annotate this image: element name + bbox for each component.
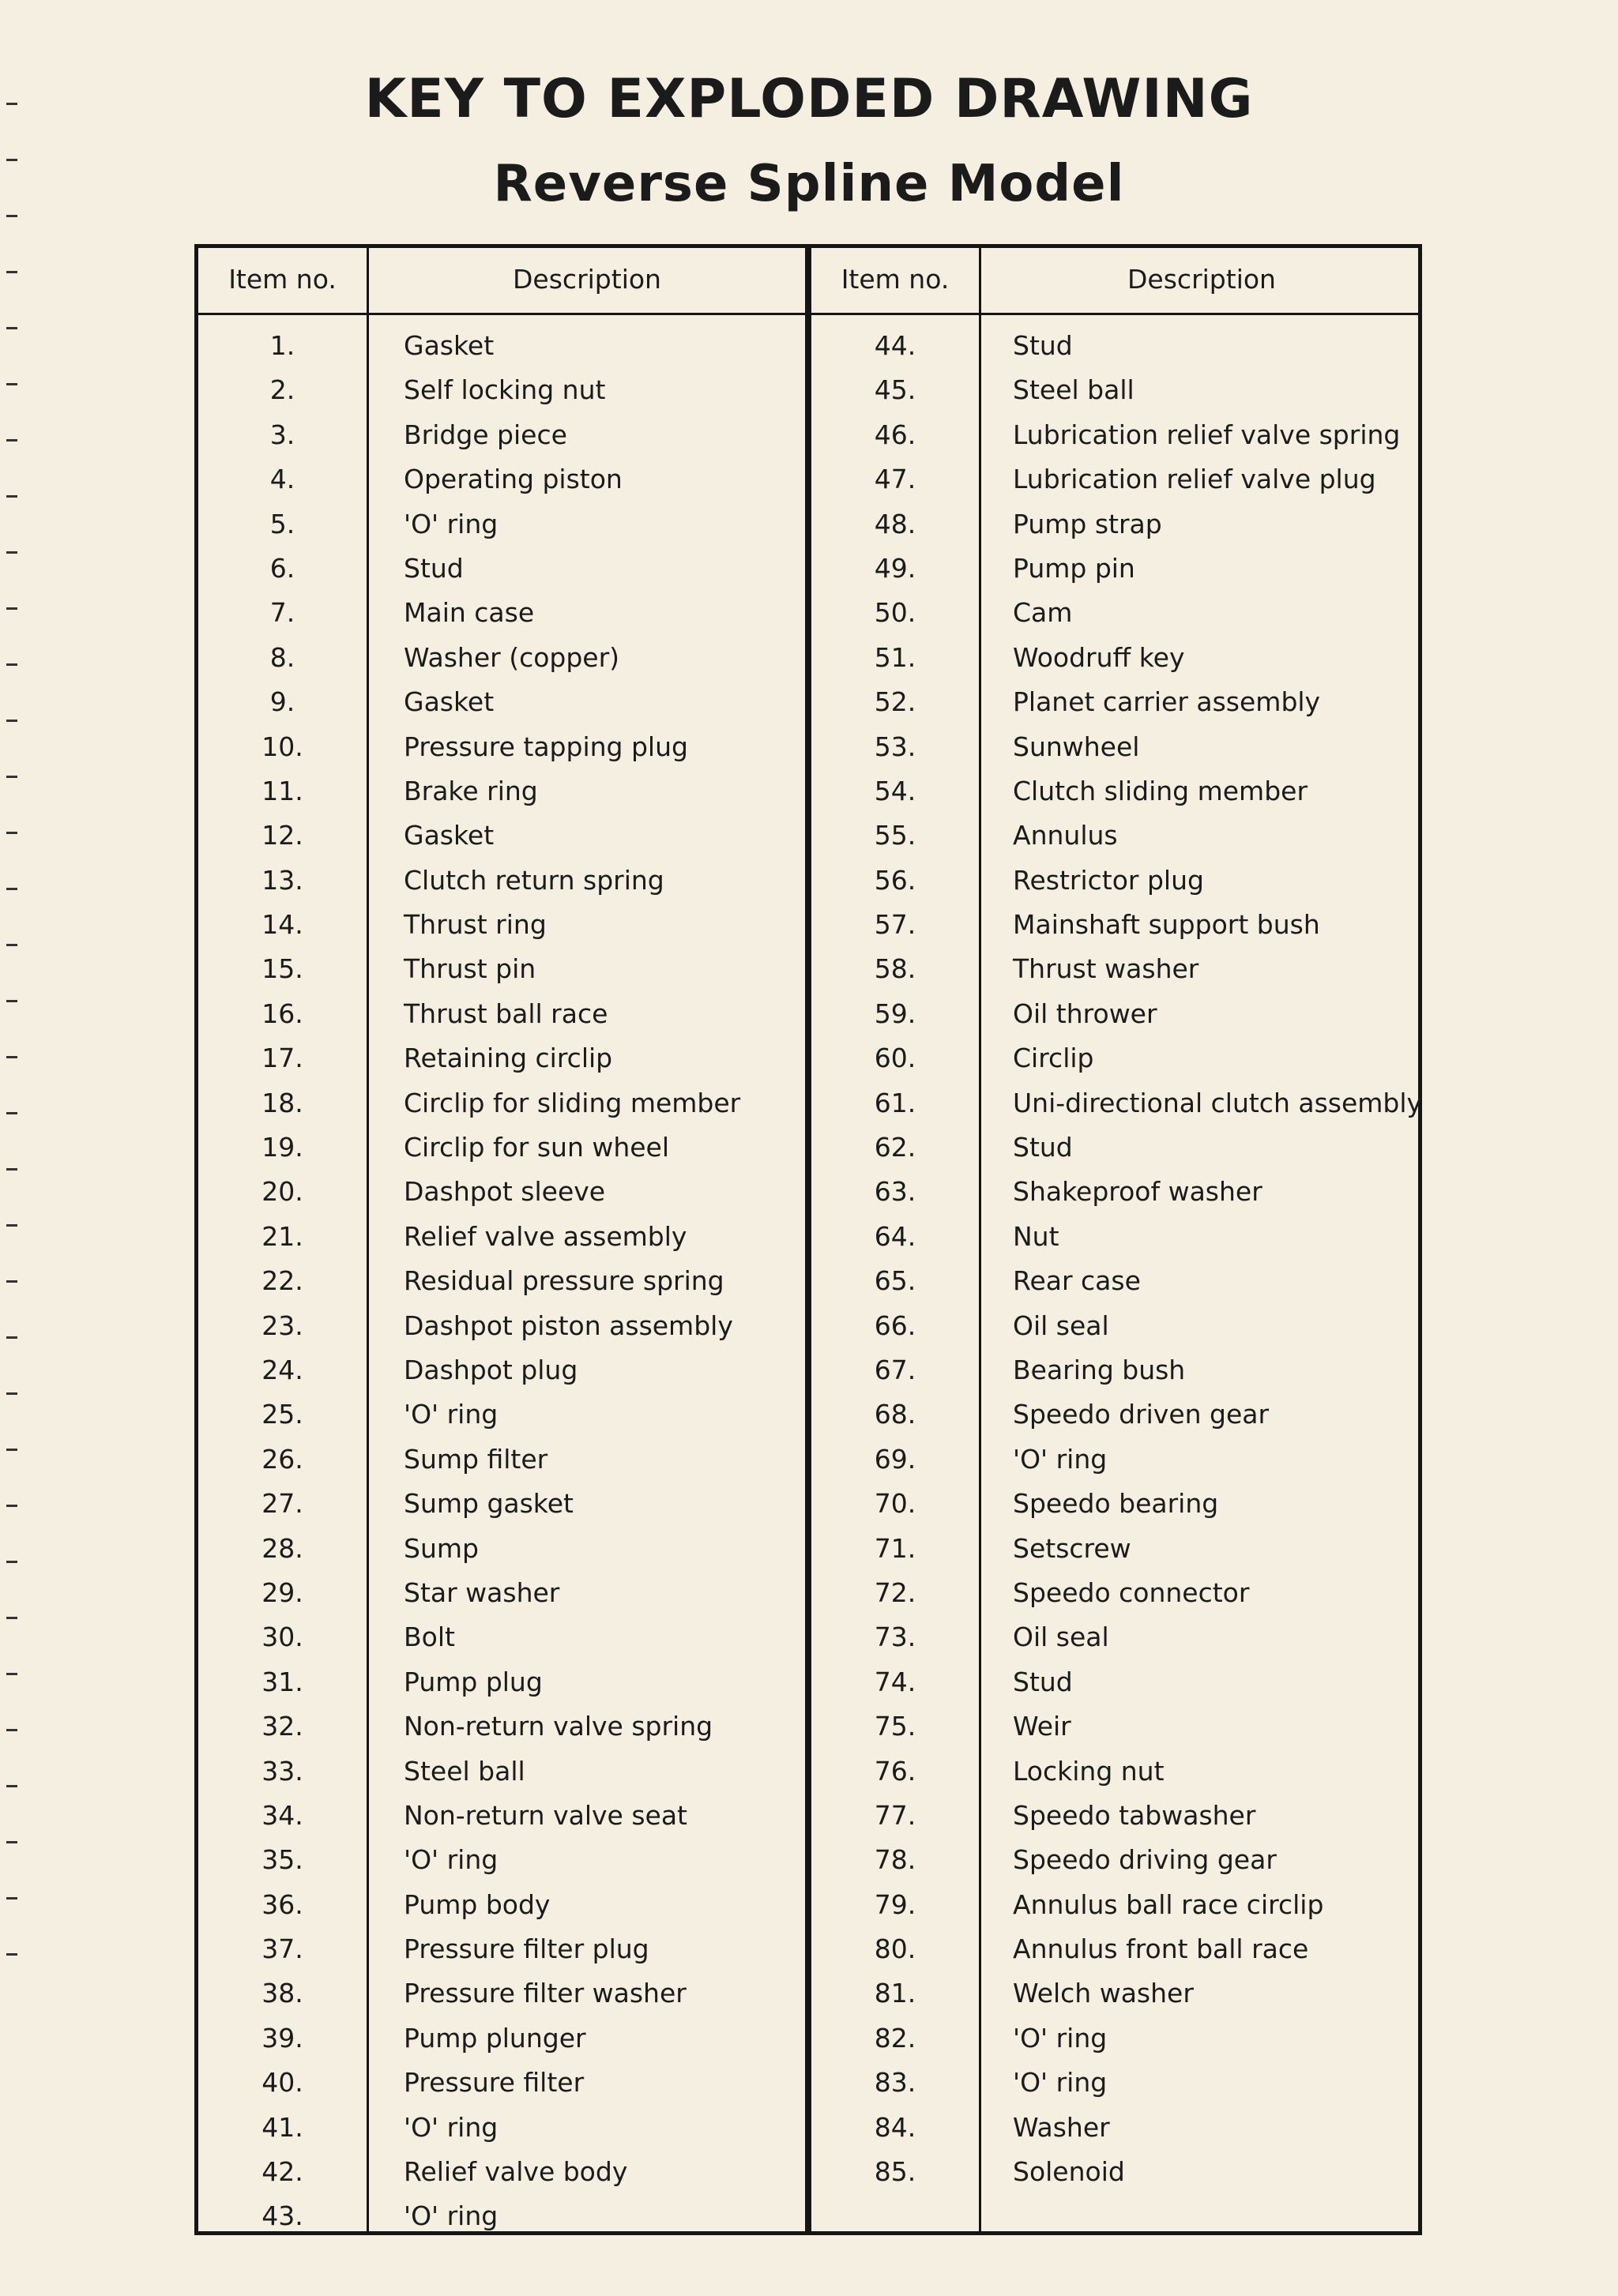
- table-row: [811, 680, 1422, 724]
- table-row: [198, 1036, 805, 1080]
- margin-mark: [6, 551, 17, 554]
- margin-mark: [6, 1224, 17, 1227]
- table-row: [198, 1838, 805, 1882]
- margin-mark: [6, 1729, 17, 1731]
- page-title: KEY TO EXPLODED DRAWING: [364, 68, 1254, 130]
- item-number: 9.: [269, 686, 295, 718]
- item-description: Cam: [1013, 597, 1073, 629]
- item-description: Pump plug: [404, 1666, 543, 1697]
- item-number: 82.: [874, 2022, 916, 2054]
- item-description: Dashpot sleeve: [404, 1176, 606, 1208]
- item-number: 59.: [874, 998, 916, 1029]
- item-number: 5.: [269, 508, 295, 539]
- item-number: 85.: [874, 2156, 916, 2188]
- item-description: Pressure filter plug: [404, 1933, 649, 1965]
- item-number: 3.: [269, 419, 295, 450]
- table-row: [198, 324, 805, 368]
- item-description: Stud: [1013, 1666, 1073, 1697]
- item-number: 13.: [262, 864, 303, 896]
- item-number: 68.: [874, 1399, 916, 1430]
- item-number: 40.: [262, 2067, 303, 2099]
- item-description: Retaining circlip: [404, 1043, 613, 1074]
- item-description: 'O' ring: [404, 1399, 499, 1430]
- item-number: 22.: [262, 1265, 303, 1297]
- item-number: 81.: [874, 1978, 916, 2009]
- item-number: 73.: [874, 1621, 916, 1653]
- margin-mark: [6, 607, 17, 610]
- table-row: [198, 1482, 805, 1526]
- table-row: [198, 1527, 805, 1571]
- item-description: Washer (copper): [404, 641, 620, 673]
- table-row: [811, 1660, 1422, 1704]
- item-number: 16.: [262, 998, 303, 1029]
- item-description: 'O' ring: [1013, 2022, 1108, 2054]
- item-description: 'O' ring: [404, 1844, 499, 1876]
- table-row: [811, 1125, 1422, 1170]
- item-number: 24.: [262, 1354, 303, 1385]
- table-row: [198, 947, 805, 991]
- item-description: Restrictor plug: [1013, 864, 1204, 896]
- item-description: 'O' ring: [404, 2200, 499, 2232]
- table-row: [198, 457, 805, 502]
- item-number: 53.: [874, 731, 916, 762]
- item-description: Oil seal: [1013, 1621, 1109, 1653]
- item-number: 43.: [262, 2200, 303, 2232]
- item-description: Locking nut: [1013, 1755, 1165, 1787]
- table-row: [198, 2016, 805, 2061]
- item-number: 29.: [262, 1576, 303, 1608]
- margin-mark: [6, 1168, 17, 1171]
- table-row: [198, 859, 805, 903]
- item-description: Pump plunger: [404, 2022, 586, 2054]
- table-row: [811, 1527, 1422, 1571]
- margin-mark: [6, 1953, 17, 1956]
- item-description: Non-return valve seat: [404, 1799, 687, 1831]
- item-description: Operating piston: [404, 464, 623, 495]
- item-description: Bolt: [404, 1621, 455, 1653]
- table-row: [811, 1883, 1422, 1927]
- item-number: 21.: [262, 1220, 303, 1252]
- table-row: [198, 992, 805, 1036]
- margin-mark: [6, 1505, 17, 1507]
- table-row: [198, 547, 805, 591]
- item-number: 7.: [269, 597, 295, 629]
- table-row: [198, 2150, 805, 2194]
- item-description: Sump gasket: [404, 1488, 574, 1520]
- item-number: 46.: [874, 419, 916, 450]
- item-description: 'O' ring: [1013, 1443, 1108, 1475]
- item-number: 12.: [262, 820, 303, 851]
- header-description-right: Description: [1127, 264, 1276, 295]
- left-column-items: [198, 324, 805, 2239]
- item-description: Pressure filter: [404, 2067, 585, 2099]
- item-number: 38.: [262, 1978, 303, 2009]
- table-row: [198, 1392, 805, 1437]
- item-number: 80.: [874, 1933, 916, 1965]
- item-number: 72.: [874, 1576, 916, 1608]
- margin-mark: [6, 1841, 17, 1843]
- item-description: Woodruff key: [1013, 641, 1185, 673]
- item-number: 48.: [874, 508, 916, 539]
- item-number: 79.: [874, 1888, 916, 1920]
- table-row: [198, 1749, 805, 1794]
- item-description: Uni-directional clutch assembly: [1013, 1087, 1423, 1118]
- item-description: Star washer: [404, 1576, 560, 1608]
- item-description: Rear case: [1013, 1265, 1141, 1297]
- table-row: [811, 1749, 1422, 1794]
- item-description: Welch washer: [1013, 1978, 1194, 2009]
- table-row: [811, 1036, 1422, 1080]
- item-number: 75.: [874, 1711, 916, 1742]
- table-row: [811, 591, 1422, 635]
- item-number: 74.: [874, 1666, 916, 1697]
- item-number: 32.: [262, 1711, 303, 1742]
- margin-mark: [6, 1112, 17, 1114]
- margin-mark: [6, 1897, 17, 1900]
- table-row: [811, 1081, 1422, 1125]
- table-row: [811, 1392, 1422, 1437]
- table-row: [198, 1794, 805, 1838]
- item-number: 77.: [874, 1799, 916, 1831]
- right-column-items: [811, 324, 1422, 2194]
- item-number: 70.: [874, 1488, 916, 1520]
- item-number: 2.: [269, 374, 295, 406]
- center-divider: [805, 248, 811, 2231]
- parts-key-table: [194, 244, 1422, 2235]
- item-description: Circlip for sun wheel: [404, 1132, 670, 1163]
- item-description: Thrust ring: [404, 909, 547, 941]
- table-row: [198, 814, 805, 858]
- margin-mark: [6, 1392, 17, 1395]
- table-row: [198, 903, 805, 947]
- table-row: [811, 1437, 1422, 1482]
- item-number: 83.: [874, 2067, 916, 2099]
- table-row: [811, 1259, 1422, 1303]
- table-row: [811, 903, 1422, 947]
- table-row: [198, 1081, 805, 1125]
- table-row: [198, 1660, 805, 1704]
- table-row: [198, 1170, 805, 1214]
- item-description: Gasket: [404, 330, 495, 361]
- item-number: 36.: [262, 1888, 303, 1920]
- item-number: 63.: [874, 1176, 916, 1208]
- item-number: 10.: [262, 731, 303, 762]
- item-description: Speedo driven gear: [1013, 1399, 1270, 1430]
- table-row: [198, 1125, 805, 1170]
- item-description: Annulus ball race circlip: [1013, 1888, 1324, 1920]
- margin-mark: [6, 663, 17, 666]
- margin-mark: [6, 776, 17, 778]
- item-number: 6.: [269, 552, 295, 584]
- item-number: 37.: [262, 1933, 303, 1965]
- item-description: Washer: [1013, 2111, 1110, 2143]
- table-row: [811, 1794, 1422, 1838]
- margin-mark: [6, 1280, 17, 1283]
- item-number: 34.: [262, 1799, 303, 1831]
- margin-mark: [6, 1673, 17, 1675]
- item-number: 1.: [269, 330, 295, 361]
- item-description: Pump strap: [1013, 508, 1162, 539]
- item-description: Stud: [1013, 330, 1073, 361]
- table-row: [198, 1259, 805, 1303]
- table-row: [198, 725, 805, 769]
- table-row: [811, 725, 1422, 769]
- item-description: Brake ring: [404, 775, 538, 806]
- item-description: Lubrication relief valve spring: [1013, 419, 1401, 450]
- item-description: Pressure tapping plug: [404, 731, 688, 762]
- item-description: Speedo tabwasher: [1013, 1799, 1256, 1831]
- item-number: 78.: [874, 1844, 916, 1876]
- table-row: [811, 1615, 1422, 1659]
- item-description: Clutch sliding member: [1013, 775, 1308, 806]
- table-row: [811, 1838, 1422, 1882]
- table-row: [811, 1927, 1422, 1971]
- item-number: 47.: [874, 464, 916, 495]
- table-row: [811, 2016, 1422, 2061]
- margin-mark: [6, 215, 17, 217]
- table-row: [198, 1304, 805, 1348]
- item-description: 'O' ring: [404, 508, 499, 539]
- header-item-no-right: Item no.: [841, 264, 950, 295]
- table-row: [198, 769, 805, 814]
- table-row: [198, 413, 805, 457]
- item-number: 18.: [262, 1087, 303, 1118]
- item-number: 31.: [262, 1666, 303, 1697]
- margin-mark: [6, 383, 17, 385]
- item-description: Main case: [404, 597, 535, 629]
- item-description: Annulus: [1013, 820, 1118, 851]
- table-row: [811, 1704, 1422, 1749]
- item-description: Sump: [404, 1532, 479, 1564]
- item-description: Speedo bearing: [1013, 1488, 1219, 1520]
- item-number: 67.: [874, 1354, 916, 1385]
- margin-mark: [6, 495, 17, 498]
- margin-mark: [6, 944, 17, 946]
- table-row: [198, 1215, 805, 1259]
- item-description: Self locking nut: [404, 374, 606, 406]
- item-description: Sump filter: [404, 1443, 548, 1475]
- item-description: Relief valve assembly: [404, 1220, 687, 1252]
- item-description: Dashpot plug: [404, 1354, 578, 1385]
- item-description: Stud: [404, 552, 464, 584]
- item-number: 55.: [874, 820, 916, 851]
- item-description: Nut: [1013, 1220, 1059, 1252]
- item-number: 17.: [262, 1043, 303, 1074]
- item-number: 41.: [262, 2111, 303, 2143]
- item-number: 11.: [262, 775, 303, 806]
- table-row: [811, 368, 1422, 412]
- margin-mark: [6, 327, 17, 329]
- item-description: Mainshaft support bush: [1013, 909, 1320, 941]
- item-description: Steel ball: [404, 1755, 525, 1787]
- item-number: 23.: [262, 1310, 303, 1341]
- item-description: Setscrew: [1013, 1532, 1131, 1564]
- item-description: Dashpot piston assembly: [404, 1310, 733, 1341]
- item-number: 44.: [874, 330, 916, 361]
- margin-mark: [6, 1561, 17, 1563]
- item-number: 30.: [262, 1621, 303, 1653]
- item-description: Steel ball: [1013, 374, 1134, 406]
- item-description: Gasket: [404, 686, 495, 718]
- margin-mark: [6, 888, 17, 890]
- header-item-no-left: Item no.: [228, 264, 337, 295]
- item-description: Circlip: [1013, 1043, 1094, 1074]
- table-row: [198, 502, 805, 547]
- table-row: [198, 1437, 805, 1482]
- item-number: 39.: [262, 2022, 303, 2054]
- table-row: [198, 1348, 805, 1392]
- item-description: 'O' ring: [404, 2111, 499, 2143]
- item-number: 71.: [874, 1532, 916, 1564]
- table-row: [198, 2194, 805, 2238]
- item-number: 33.: [262, 1755, 303, 1787]
- table-row: [811, 1571, 1422, 1615]
- table-row: [811, 992, 1422, 1036]
- table-row: [811, 457, 1422, 502]
- item-number: 45.: [874, 374, 916, 406]
- table-row: [811, 547, 1422, 591]
- table-row: [198, 368, 805, 412]
- item-description: Annulus front ball race: [1013, 1933, 1309, 1965]
- item-description: Bearing bush: [1013, 1354, 1186, 1385]
- item-number: 56.: [874, 864, 916, 896]
- table-row: [198, 591, 805, 635]
- item-description: Relief valve body: [404, 2156, 628, 2188]
- table-row: [198, 636, 805, 680]
- item-number: 20.: [262, 1176, 303, 1208]
- table-row: [198, 1971, 805, 2016]
- table-row: [811, 1482, 1422, 1526]
- item-description: Sunwheel: [1013, 731, 1140, 762]
- table-row: [811, 1215, 1422, 1259]
- table-row: [198, 2106, 805, 2150]
- margin-mark: [6, 1617, 17, 1619]
- table-row: [811, 947, 1422, 991]
- item-description: Solenoid: [1013, 2156, 1125, 2188]
- item-number: 60.: [874, 1043, 916, 1074]
- table-row: [811, 2150, 1422, 2194]
- table-row: [811, 324, 1422, 368]
- table-row: [198, 680, 805, 724]
- item-number: 8.: [269, 641, 295, 673]
- item-number: 50.: [874, 597, 916, 629]
- table-row: [198, 1704, 805, 1749]
- table-row: [198, 1883, 805, 1927]
- item-number: 35.: [262, 1844, 303, 1876]
- item-description: Pressure filter washer: [404, 1978, 687, 2009]
- item-number: 51.: [874, 641, 916, 673]
- item-description: Non-return valve spring: [404, 1711, 713, 1742]
- item-description: Planet carrier assembly: [1013, 686, 1321, 718]
- item-number: 14.: [262, 909, 303, 941]
- table-row: [811, 1348, 1422, 1392]
- item-number: 69.: [874, 1443, 916, 1475]
- table-row: [198, 1927, 805, 1971]
- item-description: Residual pressure spring: [404, 1265, 724, 1297]
- table-row: [811, 1304, 1422, 1348]
- item-number: 54.: [874, 775, 916, 806]
- item-number: 58.: [874, 953, 916, 985]
- item-number: 26.: [262, 1443, 303, 1475]
- table-row: [811, 636, 1422, 680]
- table-row: [811, 2106, 1422, 2150]
- table-row: [198, 2061, 805, 2105]
- item-number: 76.: [874, 1755, 916, 1787]
- binding-margin-marks: [0, 0, 24, 2296]
- item-description: Oil thrower: [1013, 998, 1157, 1029]
- margin-mark: [6, 1336, 17, 1339]
- margin-mark: [6, 1056, 17, 1058]
- item-number: 28.: [262, 1532, 303, 1564]
- item-number: 61.: [874, 1087, 916, 1118]
- item-number: 57.: [874, 909, 916, 941]
- item-description: Gasket: [404, 820, 495, 851]
- table-row: [811, 814, 1422, 858]
- item-description: Stud: [1013, 1132, 1073, 1163]
- item-description: Bridge piece: [404, 419, 567, 450]
- item-number: 84.: [874, 2111, 916, 2143]
- item-number: 4.: [269, 464, 295, 495]
- item-number: 62.: [874, 1132, 916, 1163]
- table-row: [811, 769, 1422, 814]
- margin-mark: [6, 1449, 17, 1451]
- table-row: [811, 413, 1422, 457]
- table-row: [811, 859, 1422, 903]
- item-description: Lubrication relief valve plug: [1013, 464, 1376, 495]
- item-number: 52.: [874, 686, 916, 718]
- item-description: Weir: [1013, 1711, 1071, 1742]
- item-number: 49.: [874, 552, 916, 584]
- item-description: Oil seal: [1013, 1310, 1109, 1341]
- margin-mark: [6, 439, 17, 442]
- item-description: 'O' ring: [1013, 2067, 1108, 2099]
- item-number: 65.: [874, 1265, 916, 1297]
- item-number: 15.: [262, 953, 303, 985]
- margin-mark: [6, 1000, 17, 1002]
- item-number: 19.: [262, 1132, 303, 1163]
- table-row: [811, 1170, 1422, 1214]
- table-row: [198, 1615, 805, 1659]
- margin-mark: [6, 1785, 17, 1787]
- margin-mark: [6, 271, 17, 273]
- table-row: [198, 1571, 805, 1615]
- item-description: Pump pin: [1013, 552, 1135, 584]
- margin-mark: [6, 720, 17, 722]
- item-description: Clutch return spring: [404, 864, 664, 896]
- item-number: 27.: [262, 1488, 303, 1520]
- table-row: [811, 1971, 1422, 2016]
- item-description: Thrust washer: [1013, 953, 1199, 985]
- item-description: Thrust ball race: [404, 998, 608, 1029]
- header-description-left: Description: [513, 264, 661, 295]
- item-number: 25.: [262, 1399, 303, 1430]
- table-row: [811, 2061, 1422, 2105]
- margin-mark: [6, 832, 17, 834]
- item-number: 64.: [874, 1220, 916, 1252]
- item-description: Circlip for sliding member: [404, 1087, 741, 1118]
- item-description: Shakeproof washer: [1013, 1176, 1262, 1208]
- item-description: Speedo connector: [1013, 1576, 1250, 1608]
- item-number: 42.: [262, 2156, 303, 2188]
- table-row: [811, 502, 1422, 547]
- item-description: Thrust pin: [404, 953, 536, 985]
- page-subtitle: Reverse Spline Model: [493, 155, 1125, 213]
- item-description: Speedo driving gear: [1013, 1844, 1277, 1876]
- item-description: Pump body: [404, 1888, 551, 1920]
- item-number: 66.: [874, 1310, 916, 1341]
